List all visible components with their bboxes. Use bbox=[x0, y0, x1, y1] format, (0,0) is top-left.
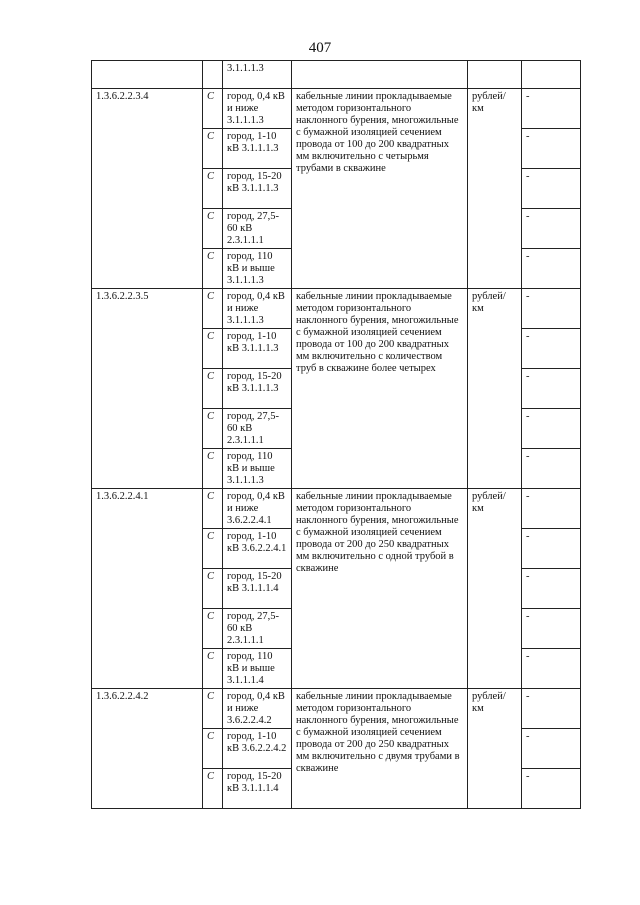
letter-cell: С bbox=[203, 489, 223, 529]
table-row bbox=[92, 89, 581, 129]
letter-cell: С bbox=[203, 569, 223, 609]
letter-cell: С bbox=[203, 169, 223, 209]
table-row bbox=[92, 289, 581, 329]
letter-cell: С bbox=[203, 729, 223, 769]
code-cell: 1.3.6.2.2.3.4 bbox=[92, 89, 203, 289]
letter-cell bbox=[203, 61, 223, 89]
table-row bbox=[92, 489, 581, 529]
description-cell: кабельные линии прокладываемые методом горизонтального наклонного бурения, многожильные с бумажной изоляцией сечением провода от 100 до 200 квадратных мм включительно с количеством труб в скважине более четырех bbox=[292, 289, 468, 489]
letter-cell: С bbox=[203, 289, 223, 329]
page-number: 407 bbox=[308, 40, 332, 56]
unit-cell: рублей/ км bbox=[468, 289, 522, 489]
unit-cell: рублей/ км bbox=[468, 89, 522, 289]
value-cell: - bbox=[522, 449, 581, 489]
value-cell: - bbox=[522, 409, 581, 449]
letter-cell: С bbox=[203, 649, 223, 689]
value-cell: - bbox=[522, 369, 581, 409]
category-cell: город, 27,5-60 кВ 2.3.1.1.1 bbox=[223, 609, 292, 649]
category-cell: город, 15-20 кВ 3.1.1.1.3 bbox=[223, 369, 292, 409]
value-cell: - bbox=[522, 689, 581, 729]
category-cell: город, 0,4 кВ и ниже 3.6.2.2.4.2 bbox=[223, 689, 292, 729]
value-cell: - bbox=[522, 169, 581, 209]
value-cell: - bbox=[522, 529, 581, 569]
value-cell: - bbox=[522, 769, 581, 809]
letter-cell: С bbox=[203, 249, 223, 289]
category-cell: город, 27,5-60 кВ 2.3.1.1.1 bbox=[223, 209, 292, 249]
category-cell: город, 110 кВ и выше 3.1.1.1.3 bbox=[223, 249, 292, 289]
letter-cell: С bbox=[203, 89, 223, 129]
category-cell: город, 1-10 кВ 3.1.1.1.3 bbox=[223, 329, 292, 369]
value-cell: - bbox=[522, 209, 581, 249]
letter-cell: С bbox=[203, 369, 223, 409]
code-cell: 1.3.6.2.2.4.1 bbox=[92, 489, 203, 689]
letter-cell: С bbox=[203, 209, 223, 249]
value-cell: - bbox=[522, 729, 581, 769]
category-cell: город, 1-10 кВ 3.1.1.1.3 bbox=[223, 129, 292, 169]
code-cell bbox=[92, 61, 203, 89]
unit-cell: рублей/ км bbox=[468, 489, 522, 689]
value-cell: - bbox=[522, 329, 581, 369]
letter-cell: С bbox=[203, 329, 223, 369]
description-cell: кабельные линии прокладываемые методом горизонтального наклонного бурения, многожильные с бумажной изоляцией сечением провода от 100 до 200 квадратных мм включительно с четырьмя трубами в скважине bbox=[292, 89, 468, 289]
value-cell: - bbox=[522, 489, 581, 529]
letter-cell: С bbox=[203, 409, 223, 449]
category-cell: город, 1-10 кВ 3.6.2.2.4.2 bbox=[223, 729, 292, 769]
category-cell: город, 110 кВ и выше 3.1.1.1.4 bbox=[223, 649, 292, 689]
category-cell: город, 27,5-60 кВ 2.3.1.1.1 bbox=[223, 409, 292, 449]
category-cell: город, 15-20 кВ 3.1.1.1.3 bbox=[223, 169, 292, 209]
description-cell: кабельные линии прокладываемые методом горизонтального наклонного бурения, многожильные с бумажной изоляцией сечением провода от 200 до 250 квадратных мм включительно с двумя трубами в скважине bbox=[292, 689, 468, 809]
value-cell: - bbox=[522, 289, 581, 329]
category-cell: город, 0,4 кВ и ниже 3.1.1.1.3 bbox=[223, 89, 292, 129]
description-cell bbox=[292, 61, 468, 89]
category-cell: город, 0,4 кВ и ниже 3.1.1.1.3 bbox=[223, 289, 292, 329]
letter-cell: С bbox=[203, 449, 223, 489]
letter-cell: С bbox=[203, 529, 223, 569]
value-cell: - bbox=[522, 249, 581, 289]
unit-cell bbox=[468, 61, 522, 89]
letter-cell: С bbox=[203, 689, 223, 729]
category-cell: город, 0,4 кВ и ниже 3.6.2.2.4.1 bbox=[223, 489, 292, 529]
category-cell: город, 110 кВ и выше 3.1.1.1.3 bbox=[223, 449, 292, 489]
tariff-table bbox=[91, 60, 581, 809]
value-cell: - bbox=[522, 89, 581, 129]
code-cell: 1.3.6.2.2.3.5 bbox=[92, 289, 203, 489]
table-row-continued bbox=[92, 61, 581, 89]
table-row bbox=[92, 689, 581, 729]
value-cell: - bbox=[522, 569, 581, 609]
value-cell: - bbox=[522, 129, 581, 169]
letter-cell: С bbox=[203, 609, 223, 649]
category-cell: город, 15-20 кВ 3.1.1.1.4 bbox=[223, 769, 292, 809]
category-cell: город, 1-10 кВ 3.6.2.2.4.1 bbox=[223, 529, 292, 569]
category-cell: 3.1.1.1.3 bbox=[223, 61, 292, 89]
letter-cell: С bbox=[203, 129, 223, 169]
description-cell: кабельные линии прокладываемые методом горизонтального наклонного бурения, многожильные с бумажной изоляцией сечением провода от 200 до 250 квадратных мм включительно с одной трубой в скважине bbox=[292, 489, 468, 689]
tariff-table-body bbox=[92, 61, 581, 809]
category-cell: город, 15-20 кВ 3.1.1.1.4 bbox=[223, 569, 292, 609]
value-cell: - bbox=[522, 649, 581, 689]
letter-cell: С bbox=[203, 769, 223, 809]
value-cell bbox=[522, 61, 581, 89]
code-cell: 1.3.6.2.2.4.2 bbox=[92, 689, 203, 809]
value-cell: - bbox=[522, 609, 581, 649]
unit-cell: рублей/ км bbox=[468, 689, 522, 809]
